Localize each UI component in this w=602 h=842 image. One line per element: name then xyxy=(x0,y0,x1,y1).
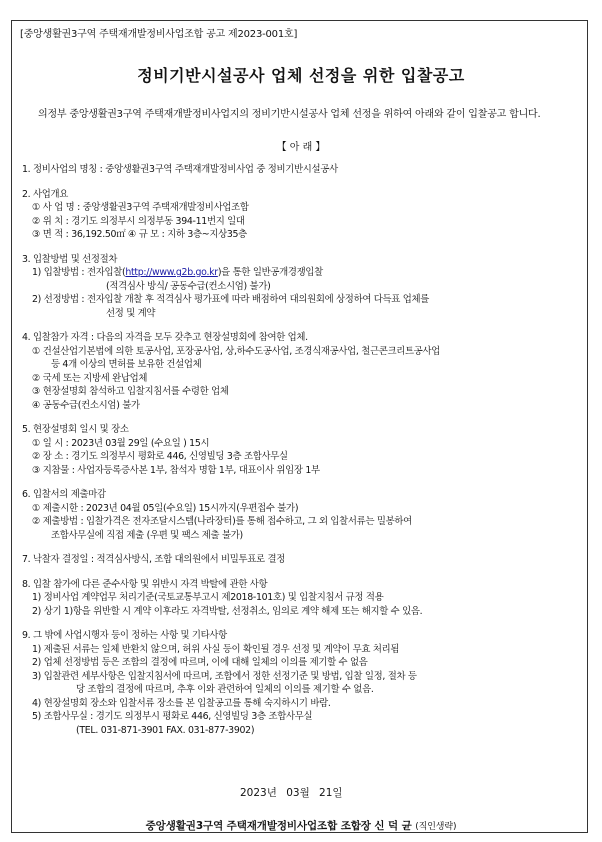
section-line: ① 사 업 명 : 중앙생활권3구역 주택재개발정비사업조합 xyxy=(32,202,249,213)
section-line: (적격심사 방식/ 공동수급(컨소시엄) 불가) xyxy=(106,280,271,292)
section-line: 2) 상기 1)항을 위반할 시 계약 이후라도 자격박탈, 선정취소, 임의로 계약 해제 또는 해지할 수 있음. xyxy=(32,605,423,617)
section-line: 1) 제출된 서류는 일체 반환치 않으며, 허위 사실 등이 확인될 경우 선정 및 계약이 무효 처리됨 xyxy=(32,643,400,655)
section-line: ③ 지참물 : 사업자등록증사본 1부, 참석자 명함 1부, 대표이사 위임장 1부 xyxy=(32,464,320,476)
section-line: ① 건설산업기본법에 의한 토공사업, 포장공사업, 상,하수도공사업, 조경식재공사업, 철근콘크리트공사업 xyxy=(32,345,441,357)
section-8 xyxy=(22,578,582,619)
section-4 xyxy=(22,331,582,412)
notice-number: [중앙생활권3구역 주택재개발정비사업조합 공고 제2023-001호] xyxy=(20,29,298,40)
section-line: 선정 및 계약 xyxy=(106,307,156,319)
section-heading: 4. 입찰참가 자격 : 다음의 자격을 모두 갖추고 현장설명회에 참여한 업체. xyxy=(22,332,308,343)
seal-omitted-note: (직인생략) xyxy=(415,822,457,832)
section-line: ② 국세 또는 지방세 완납업체 xyxy=(32,372,148,384)
section-line: ② 장 소 : 경기도 의정부시 평화로 446, 신영빌딩 3층 조합사무실 xyxy=(32,451,288,462)
section-3 xyxy=(22,253,582,321)
section-line: 4) 현장설명회 장소와 입찰서류 장소를 본 입찰공고를 통해 숙지하시기 바람. xyxy=(32,697,331,709)
notice-body xyxy=(22,163,582,748)
below-heading: 【 아 래 】 xyxy=(276,142,326,153)
section-heading: 5. 현장설명회 일시 및 장소 xyxy=(22,424,129,435)
section-line: ③ 면 적 : 36,192.50㎡ ④ 규 모 : 지하 3층~지상35층 xyxy=(32,229,247,240)
section-heading: 1. 정비사업의 명칭 : 중앙생활권3구역 주택재개발정비사업 중 정비기반시설공사 xyxy=(22,164,338,175)
section-heading: 9. 그 밖에 사업시행자 등이 정하는 사항 및 기타사항 xyxy=(22,630,227,641)
section-line xyxy=(22,266,582,280)
line-text: )을 통한 일반공개경쟁입찰 xyxy=(217,267,323,278)
section-line: 등 4개 이상의 면허를 보유한 건설업체 xyxy=(51,359,202,370)
section-heading: 3. 입찰방법 및 선정절차 xyxy=(22,253,118,265)
section-line: 2) 업체 선정방법 등은 조합의 결정에 따르며, 이에 대해 일체의 이의를 제기할 수 없음 xyxy=(32,657,368,668)
section-line: 1) 정비사업 계약업무 처리기준(국토교통부고시 제2018-101호) 및 입찰지침서 규정 적용 xyxy=(32,592,384,603)
section-7 xyxy=(22,553,582,567)
section-heading: 8. 입찰 참가에 다른 준수사항 및 위반시 자격 박탈에 관한 사항 xyxy=(22,578,268,590)
line-text: 1) 입찰방법 : 전자입찰( xyxy=(32,267,126,278)
section-line: 5) 조합사무실 : 경기도 의정부시 평화로 446, 신영빌딩 3층 조합사무실 xyxy=(32,711,313,722)
section-5 xyxy=(22,423,582,477)
signature-line xyxy=(0,818,602,833)
section-heading: 2. 사업개요 xyxy=(22,188,69,200)
section-2 xyxy=(22,188,582,242)
notice-date: 2023년 03월 21일 xyxy=(240,787,343,799)
section-6 xyxy=(22,488,582,542)
section-line: 2) 선정방법 : 전자입찰 개찰 후 적격심사 평가표에 따라 배점하여 대의원회에 상정하여 다득표 업체를 xyxy=(32,294,429,305)
section-line: 당 조합의 결정에 따르며, 추후 이와 관련하여 일체의 이의를 제기할 수 없음. xyxy=(76,684,374,695)
section-heading: 7. 낙찰자 결정일 : 적격심사방식, 조합 대의원에서 비밀투표로 결정 xyxy=(22,554,285,565)
section-line: ② 제출방법 : 입찰가격은 전자조달시스템(나라장터)를 통해 접수하고, 그 외 입찰서류는 밀봉하여 xyxy=(32,516,412,527)
intro-paragraph: 의정부 중앙생활권3구역 주택재개발정비사업지의 정비기반시설공사 업체 선정을 위하여 아래와 같이 입찰공고 합니다. xyxy=(38,109,541,120)
section-line: ② 위 치 : 경기도 의정부시 의정부동 394-11번지 일대 xyxy=(32,215,245,227)
section-line: 조합사무실에 직접 제출 (우편 및 팩스 제출 불가) xyxy=(51,529,243,541)
signer-name: 중앙생활권3구역 주택재개발정비사업조합 조합장 신 덕 균 xyxy=(145,820,412,832)
g2b-link[interactable]: http://www.g2b.go.kr xyxy=(125,267,218,278)
section-line: ③ 현장설명회 참석하고 입찰지침서를 수령한 업체 xyxy=(32,386,229,397)
document-title: 정비기반시설공사 업체 선정을 위한 입찰공고 xyxy=(137,66,465,85)
section-line: ④ 공동수급(컨소시엄) 불가 xyxy=(32,399,140,411)
section-heading: 6. 입찰서의 제출마감 xyxy=(22,489,106,500)
section-line: 3) 입찰관련 세부사항은 입찰지침서에 따르며, 조합에서 정한 선정기준 및 방법, 입찰 일정, 절차 등 xyxy=(32,670,417,682)
section-line: ① 일 시 : 2023년 03월 29일 (수요일 ) 15시 xyxy=(32,437,210,449)
section-1 xyxy=(22,163,582,177)
section-line: (TEL. 031-871-3901 FAX. 031-877-3902) xyxy=(76,724,255,736)
section-9 xyxy=(22,629,582,737)
section-line: ① 제출시한 : 2023년 04월 05일(수요일) 15시까지(우편접수 불가) xyxy=(32,502,299,514)
